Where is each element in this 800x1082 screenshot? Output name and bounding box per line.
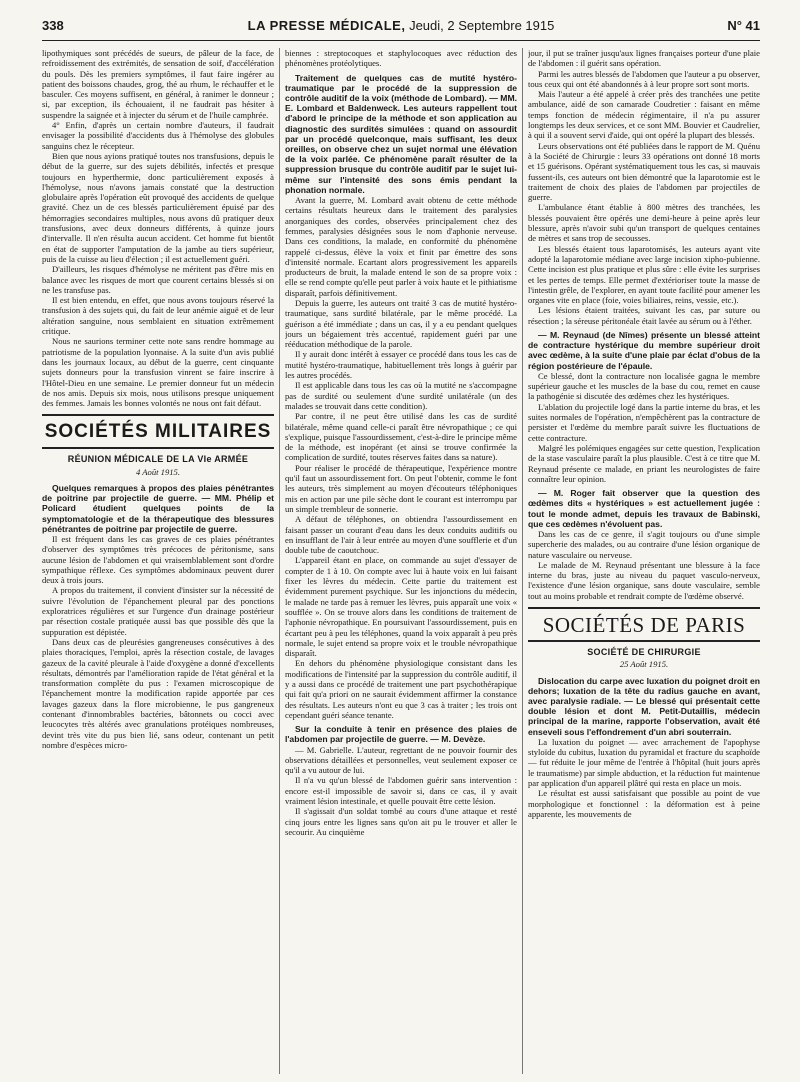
paragraph: La luxation du poignet — avec arrachement de l'apophyse styloïde du cubitus, luxation du pyramidal et fracture du scaphoïde — fut réduite le jour même de l'entrée à l'hôpital (huit jours après le traumatisme) par simple abduction, et la réduction fut maintenue par application d'un appareil plâtré qui resta en place un mois. xyxy=(528,736,760,788)
paragraph: Les blessés étaient tous laparotomisés, les auteurs ayant vite adopté la laparotomie médiane avec large incision xipho-pubienne. Cette incision est plus pratique et plus sûre : elle évite les surprises et les pertes de temps. Elle permet d'extérioriser toute la masse de l'intestin grêle, de l'explorer, en ayant toute facilité pour amener les organes vite en place (foie, voies biliaires, reins, vessie, etc.). xyxy=(528,243,760,306)
paragraph: Le résultat est aussi satisfaisant que possible au point de vue morphologique et fonctionnel : la déformation est à peine apparente, les mouvements de xyxy=(528,788,760,819)
paragraph: L'ambulance étant établie à 800 mètres des tranchées, les blessés pouvaient être opérés une demi-heure à peine après leur blessure, après n'avoir subi qu'un transport de quelques centaines de mètres et sans trop de secousses. xyxy=(528,202,760,244)
paragraph: L'ablation du projectile logé dans la partie interne du bras, et les suites normales de l'opération, n'empêchèrent pas la contracture de persister et l'œdème du membre paraît suivre les fluctuations de cette contracture. xyxy=(528,401,760,443)
article-heading: Quelques remarques à propos des plaies pénétrantes de poitrine par projectile de guerre. — MM. Phélip et Policard étudient quelques points de la symptomatologie et de la thérapeutique des blessures pénétrantes de poitrine par projectile de guerre. xyxy=(42,482,274,534)
issue-number: N° 41 xyxy=(727,18,760,33)
paragraph: Depuis la guerre, les auteurs ont traité 3 cas de mutité hystéro-traumatique, sans surdité bilatérale, par le même procédé. La guérison a été immédiate ; dans un cas, il y a eu pendant quelques jours un bégaiement très accentué, rapidement guéri par une rééducation méthodique de la parole. xyxy=(285,298,517,350)
paragraph: 4° Enfin, d'après un certain nombre d'auteurs, il faudrait envisager la possibilité d'accidents dus à l'hémolyse des globules sanguins chez le récepteur. xyxy=(42,120,274,151)
paragraph: Nous ne saurions terminer cette note sans rendre hommage au patriotisme de la population lyonnaise. A la suite d'un avis publié dans les journaux locaux, au début de la guerre, cent cinquante sujets donneurs pour la transfusion vinrent se faire inscrire à l'Hôtel-Dieu en une semaine. Le premier donneur fut un médecin de nos amis. Depuis six mois, nous utilisons presque uniquement des femmes. Jamais les bonnes volontés ne nous ont fait défaut. xyxy=(42,336,274,409)
page-number: 338 xyxy=(42,18,64,33)
paragraph: Bien que nous ayions pratiqué toutes nos transfusions, depuis le début de la guerre, sur des sujets débilités, infectés et presque toujours en hyperthermie, donc particulièrement exposés à l'hémolyse, nous n'avons jamais constaté que la destruction globulaire après l'opération eût provoqué des accidents de quelque gravité. Chez un de ces blessés particulièrement épuisé par des hémorragies secondaires multiples, nous avons dû pratiquer deux transfusions, avec deux donneurs différents, à quinze jours d'intervalle. Il n'en résulta aucun accident. Cet homme fut bientôt en état de supporter l'amputation de la jambe au tiers supérieur, puis de la cuisse au lieu d'élection ; il est actuellement guéri. xyxy=(42,150,274,264)
article-heading: Traitement de quelques cas de mutité hystéro-traumatique par le procédé de la suppression de contrôle auditif de la voix (méthode de Lombard). — MM. E. Lombard et Baldenweck. Les auteurs rappellent tout d'abord le principe de la méthode et son application au diagnostic des surdités simulées : quand on assourdit par un procédé quelconque, mais suffisant, les deux oreilles, on observe chez un sujet normal une élévation de la voix parlée. Ce phénomène paraît résulter de la suppression brusque du contrôle auditif par le sujet lui-même sur l'intensité des sons émis pendant la phonation normale. xyxy=(285,72,517,195)
paragraph: En dehors du phénomène physiologique consistant dans les modifications de l'intensité par la suppression du contrôle auditif, il y a aussi dans ce procédé de traitement une part psychothérapique qui fait qu'a priori on ne saurait évidemment affirmer la constance des résultats. Les auteurs n'ont eu que 3 cas à traiter ; les trois ont cependant guéri séance tenante. xyxy=(285,658,517,720)
paragraph: Par contre, il ne peut être utilisé dans les cas de surdité bilatérale, même quand celle-ci paraît être névropathique ; ce qui s'explique, puisque l'assourdissement, c'est-à-dire le principe même de la méthode, est inopérant (et ainsi se trouve confirmée la complication de surdité, toutes réserves faites dans sa nature). xyxy=(285,411,517,463)
paragraph: Il y aurait donc intérêt à essayer ce procédé dans tous les cas de mutité hystéro-traumatique, habituellement très longs à guérir par les autres procédés. xyxy=(285,349,517,381)
column-3 xyxy=(528,48,760,1074)
running-title xyxy=(42,18,760,33)
column-divider xyxy=(522,48,523,1074)
paragraph: Dans les cas de ce genre, il s'agit toujours ou d'une simple supercherie des malades, ou au contraire d'une lésion organique de nature vasculaire ou nerveuse. xyxy=(528,528,760,560)
article-heading: Dislocation du carpe avec luxation du poignet droit en dehors; luxation de la tête du radius gauche en avant, avec paralysie radiale. — Le blessé qui présentait cette double lésion et dont M. Petit-Dutaillis, médecin principal de la marine, rapporte l'observation, avait été enseveli sous l'effondrement d'un abri souterrain. xyxy=(528,675,760,737)
paragraph: Dans deux cas de pleurésies gangreneuses consécutives à des plaies thoraciques, l'emploi, après la résection costale, de lavages gazeux de la cavité pleurale à l'aide d'oxygène a donné d'excellents résultats, démontrés par l'amélioration rapide de l'état général et la transformation complète du pus : l'examen microscopique de l'épanchement montre la modification rapide apportée par ces lavages gazeux dans la flore microbienne, le pus gangreneux contenant d'innombrables bactéries, bâtonnets ou cocci avec leucocytes très altérés avec granulations protéiques nombreuses, devint très vite du pus bien lié, sans odeur, contenant un petit nombre d'espèces micro- xyxy=(42,636,274,750)
paragraph: A défaut de téléphones, on obtiendra l'assourdissement en faisant passer un courant d'eau dans les deux conduits auditifs ou en insufflant de l'air à leur entrée au moyen d'une soufflerie et d'un double tube de caoutchouc. xyxy=(285,514,517,556)
paragraph: Mais l'auteur a été appelé à créer près des tranchées une petite ambulance, aidé de son camarade Coudretier : faisant en même temps fonction de médecin régimentaire, il n'a pu assurer longtemps les deux services, et ce sont MM. Bouvier et Caudrelier, à qui il a souvent servi d'aide, qui ont opéré la plupart des blessés. xyxy=(528,89,760,141)
paragraph: D'ailleurs, les risques d'hémolyse ne méritent pas d'être mis en balance avec les risques de mort que courent certains blessés si on ne les transfuse pas. xyxy=(42,264,274,295)
text-columns xyxy=(42,48,760,1074)
section-title-paris: SOCIÉTÉS DE PARIS xyxy=(528,607,760,642)
journal-title: LA PRESSE MÉDICALE, xyxy=(247,18,406,33)
meeting-date: 4 Août 1915. xyxy=(135,466,180,477)
paragraph: Il s'agissait d'un soldat tombé au cours d'une attaque et resté cinq jours entre les lignes sans qu'on ait pu le trouver et aller le secourir. Au cinquième xyxy=(285,806,517,837)
article-heading: — M. Roger fait observer que la question des œdèmes dits « hystériques » est actuellement jugée : tout le monde admet, depuis les travaux de Babinski, que ces œdèmes n'évoluent pas. xyxy=(528,488,760,529)
article-heading: — M. Reynaud (de Nîmes) présente un blessé atteint de contracture hystérique du membre supérieur droit avec œdème, à la suite d'une plaie par éclat d'obus de la région postérieure de l'épaule. xyxy=(528,330,760,371)
issue-date: Jeudi, 2 Septembre 1915 xyxy=(409,18,555,33)
paragraph: Les lésions étaient traitées, suivant les cas, par suture ou résection ; la séreuse péritonéale était lavée au sérum ou à l'éther. xyxy=(528,305,760,326)
society-date: 25 Août 1915. xyxy=(619,659,669,670)
paragraph: Il n'a vu qu'un blessé de l'abdomen guérir sans intervention : encore est-il impossible de savoir si, dans ce cas, il y avait vraiment lésion intestinale, et quelle pouvait être cette lésion. xyxy=(285,775,517,807)
paragraph: Malgré les polémiques engagées sur cette question, l'explication de la stase vasculaire paraît la plus plausible. C'est à ce titre que M. Reynaud présente ce malade, en priant les neurologistes de faire connaître leur opinion. xyxy=(528,442,760,484)
column-divider xyxy=(279,48,280,1074)
paragraph: Parmi les autres blessés de l'abdomen que l'auteur a pu observer, tous ceux qui ont été abandonnés à à leur propre sort sont morts. xyxy=(528,68,760,89)
paragraph: biennes : streptocoques et staphylocoques avec réduction des phénomènes protéolytiques. xyxy=(285,48,517,69)
paragraph: jour, il put se traîner jusqu'aux lignes françaises porteur d'une plaie de l'abdomen : il guérit sans opération. xyxy=(528,48,760,69)
paragraph: — M. Gabrielle. L'auteur, regrettant de ne pouvoir fournir des observations détaillées et personnelles, veut seulement exposer ce qu'il a vu autour de lui. xyxy=(285,744,517,776)
paragraph: Il est bien entendu, en effet, que nous avons toujours réservé la transfusion à des sujets qui, du fait de leur anémie aiguë et de leur altération sanguine, nous semblaient en situation extrêmement critique. xyxy=(42,295,274,337)
paragraph: A propos du traitement, il convient d'insister sur la nécessité de suivre l'évolution de l'épanchement pleural par des ponctions exploratrices régulières et sur l'urgence d'un drainage postérieur par résection costale pratiquée aussi bas que possible dès que la suppuration est dépistée. xyxy=(42,585,274,637)
paragraph: Leurs observations ont été publiées dans le rapport de M. Quénu à la Société de Chirurgie : leurs 33 opérations ont donné 18 morts et 15 guérisons. Opérant systématiquement tous les cas, si mauvais fussent-ils, ces auteurs ont bien démontré que la laparotomie est le traitement de choix des plaies de l'abdomen par projectiles de guerre. xyxy=(528,140,760,203)
paragraph: lipothymiques sont précédés de sueurs, de pâleur de la face, de refroidissement des extrémités, de sensation de soif, d'accélération du pouls. Dès les premiers symptômes, il faut faire ingérer au patient des boissons chaudes, grog, thé au rhum, le réchauffer et le basculer. Ces moyens suffisent, en général, à ranimer le donneur ; si, par exception, ils échouaient, il ne faudrait pas hésiter à suspendre la saignée et à injecter du sérum et de l'huile camphrée. xyxy=(42,48,274,120)
paragraph: L'appareil étant en place, on commande au sujet d'essayer de compter de 1 à 10. On compte avec lui à haute voix en lui faisant fixer les lèvres du médecin. Cette partie du traitement est évidemment purement psychique. Sur les injonctions du médecin, le malade ne tarde pas à remuer les lèvres, puis apparaît une voix « soufflée ». On se trouve alors dans les conditions de traitement de l'aphonie névropathique. En poursuivant l'assourdissement, puis en écartant peu à peu les téléphones, quand la voix apparaît à peu près normale, le sujet entend sa propre voix et le trouble névropathique disparaît. xyxy=(285,555,517,659)
paragraph: Le malade de M. Reynaud présentant une blessure à la face interne du bras, juste au niveau du paquet vasculo-nerveux, l'existence d'une lésion organique, sans doute vasculaire, semble tout au moins probable et rendrait compte de l'œdème observé. xyxy=(528,559,760,601)
paragraph: Avant la guerre, M. Lombard avait obtenu de cette méthode certains résultats heureux dans le traitement des paralysies anorganiques des cordes, observées principalement chez des femmes, paralysies désignées sous le nom d'aphonie nerveuse. Dans ces conditions, la malade, en conformité du phénomène rappelé ci-dessus, élève la voix et finit par émettre des sons d'intensité normale. Ecartant alors progressivement les appareils producteurs de bruit, la malade entend le son de sa propre voix : elle se rend compte qu'elle peut parler à voix haute et le pithiatisme disparaît, parfois définitivement. xyxy=(285,195,517,298)
paragraph: Il est fréquent dans les cas graves de ces plaies pénétrantes d'observer des symptômes très précoces de péritonisme, sans aucune lésion de l'abdomen et qui vraisemblablement sont d'ordre sympathique réflexe. Ces symptômes abdominaux peuvent durer deux à trois jours. xyxy=(42,534,274,586)
article-heading: Sur la conduite à tenir en présence des plaies de l'abdomen par projectile de guerre. — M. Devèze. xyxy=(285,724,517,745)
section-title-military: SOCIÉTÉS MILITAIRES xyxy=(42,414,274,449)
paragraph: Ce blessé, dont la contracture non localisée gagna le membre supérieur gauche et les muscles de la base du cou, remet en cause la pathogénie si discutée des œdèmes chez les hystériques. xyxy=(528,370,760,402)
column-1 xyxy=(42,48,274,1074)
paragraph: Pour réaliser le procédé de thérapeutique, l'expérience montre qu'il faut un assourdissement fort. On peut l'obtenir, comme le font les auteurs, très simplement au moyen d'écouteurs téléphoniques mis en action par une pile sèche dont le courant est interrompu par un simple trembleur de sonnerie. xyxy=(285,462,517,514)
paragraph: Il est applicable dans tous les cas où la mutité ne s'accompagne pas de surdité ou seulement d'une surdité unilatérale (un des malades se trouvait dans cette condition). xyxy=(285,380,517,411)
society-heading: SOCIÉTÉ DE CHIRURGIE xyxy=(587,646,701,657)
page-header xyxy=(42,14,760,41)
column-2 xyxy=(285,48,517,1074)
meeting-heading: RÉUNION MÉDICALE DE LA VIe ARMÉE xyxy=(67,454,249,465)
